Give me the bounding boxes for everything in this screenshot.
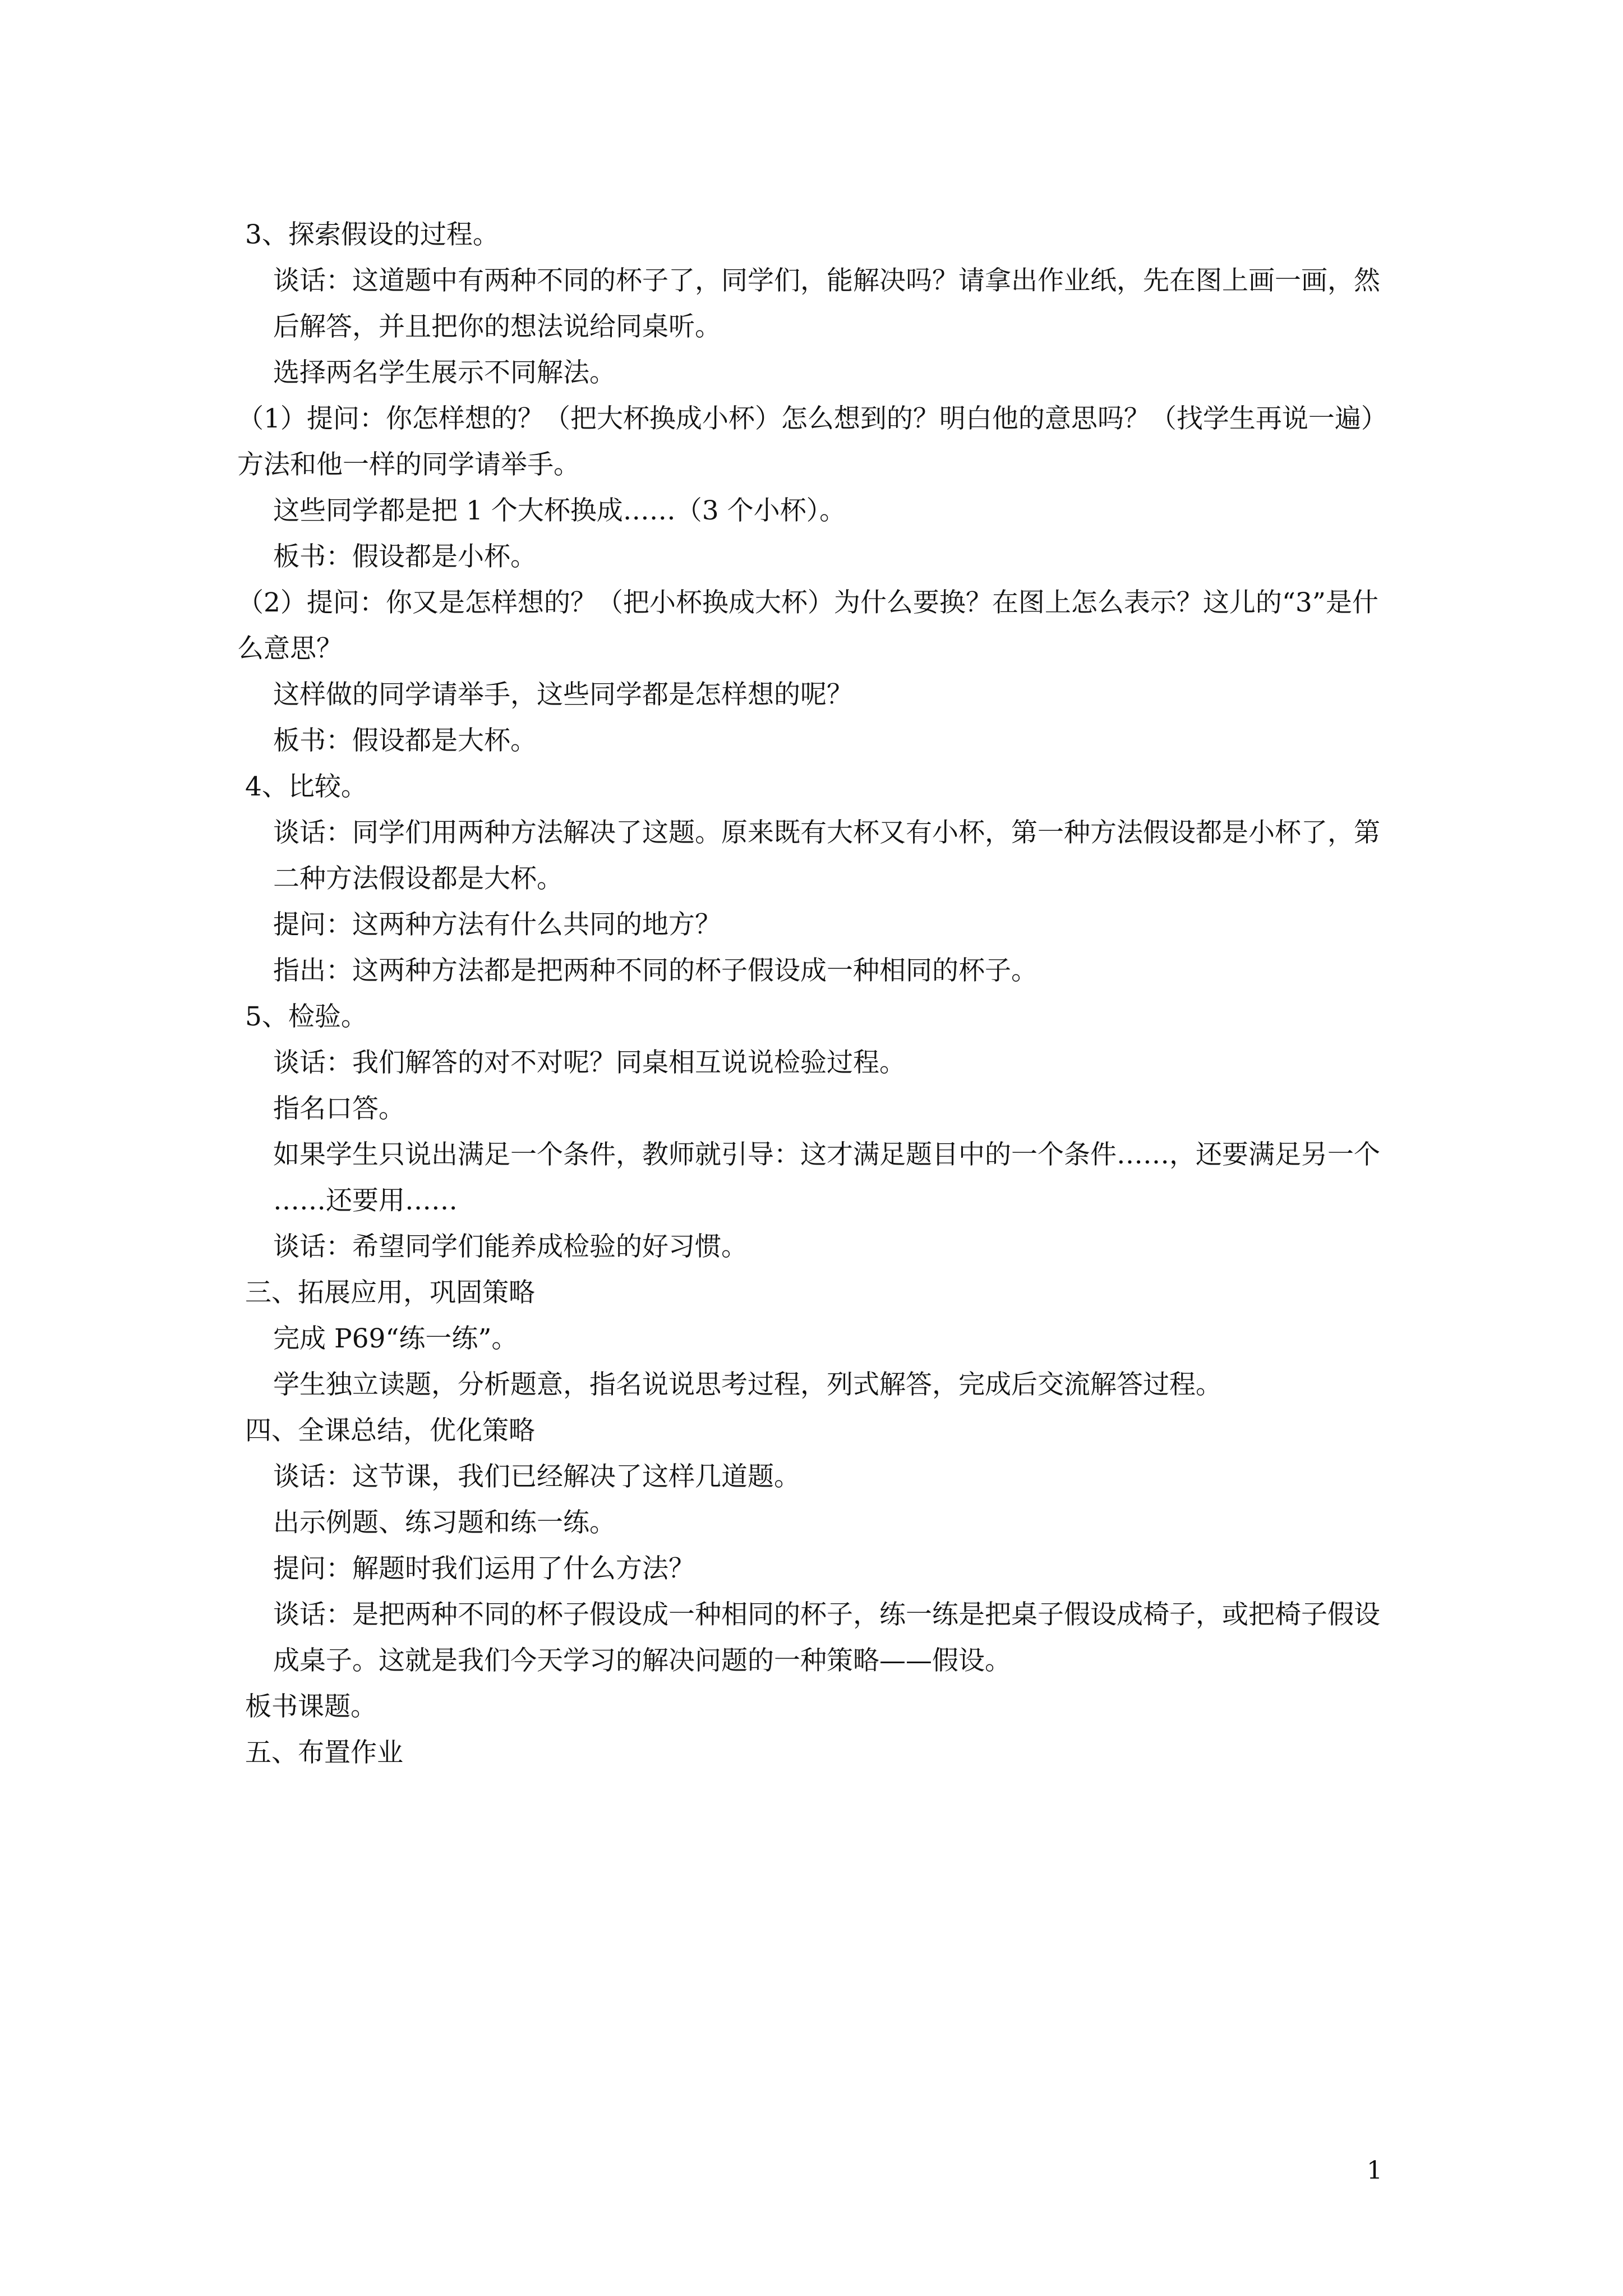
paragraph: 谈话：是把两种不同的杯子假设成一种相同的杯子，练一练是把桌子假设成椅子，或把椅子假设成桌子。这就是我们今天学习的解决问题的一种策略——假设。	[273, 1599, 1380, 1676]
page-number: 1	[1367, 2156, 1382, 2185]
paragraph: 板书：假设都是小杯。	[273, 541, 537, 572]
paragraph: 谈话：同学们用两种方法解决了这题。原来既有大杯又有小杯，第一种方法假设都是小杯了，第二种方法假设都是大杯。	[273, 817, 1380, 894]
section-heading: 3、探索假设的过程。	[245, 219, 499, 250]
section-heading: 四、全课总结，优化策略	[245, 1415, 535, 1446]
paragraph: （2）提问：你又是怎样想的？（把小杯换成大杯）为什么要换？在图上怎么表示？这儿的“3”是什么意思？	[237, 587, 1378, 664]
paragraph: （1）提问：你怎样想的？（把大杯换成小杯）怎么想到的？明白他的意思吗？（找学生再说一遍）方法和他一样的同学请举手。	[237, 403, 1387, 480]
section-heading: 5、检验。	[245, 1001, 367, 1032]
paragraph: 指名口答。	[273, 1093, 405, 1124]
paragraph: 如果学生只说出满足一个条件，教师就引导：这才满足题目中的一个条件……，还要满足另一个……还要用……	[273, 1139, 1380, 1216]
paragraph: 这些同学都是把 1 个大杯换成……（3 个小杯）。	[273, 495, 846, 526]
paragraph: 出示例题、练习题和练一练。	[273, 1507, 616, 1538]
paragraph: 谈话：这节课，我们已经解决了这样几道题。	[273, 1461, 800, 1492]
paragraph: 指出：这两种方法都是把两种不同的杯子假设成一种相同的杯子。	[273, 955, 1038, 986]
document-body	[237, 212, 1400, 1776]
section-heading: 三、拓展应用，巩固策略	[245, 1277, 535, 1308]
paragraph: 完成 P69“练一练”。	[273, 1323, 518, 1354]
paragraph: 提问：这两种方法有什么共同的地方？	[273, 909, 721, 940]
paragraph: 板书：假设都是大杯。	[273, 725, 537, 756]
paragraph: 谈话：这道题中有两种不同的杯子了，同学们，能解决吗？请拿出作业纸，先在图上画一画，然后解答，并且把你的想法说给同桌听。	[273, 265, 1380, 342]
section-heading: 五、布置作业	[245, 1737, 403, 1768]
paragraph: 这样做的同学请举手，这些同学都是怎样想的呢？	[273, 679, 853, 710]
paragraph: 学生独立读题，分析题意，指名说说思考过程，列式解答，完成后交流解答过程。	[273, 1369, 1222, 1400]
paragraph: 谈话：希望同学们能养成检验的好习惯。	[273, 1231, 748, 1262]
paragraph: 提问：解题时我们运用了什么方法？	[273, 1553, 695, 1584]
paragraph: 谈话：我们解答的对不对呢？同桌相互说说检验过程。	[273, 1047, 906, 1078]
paragraph: 选择两名学生展示不同解法。	[273, 357, 616, 388]
paragraph: 板书课题。	[245, 1691, 377, 1722]
section-heading: 4、比较。	[245, 771, 367, 802]
